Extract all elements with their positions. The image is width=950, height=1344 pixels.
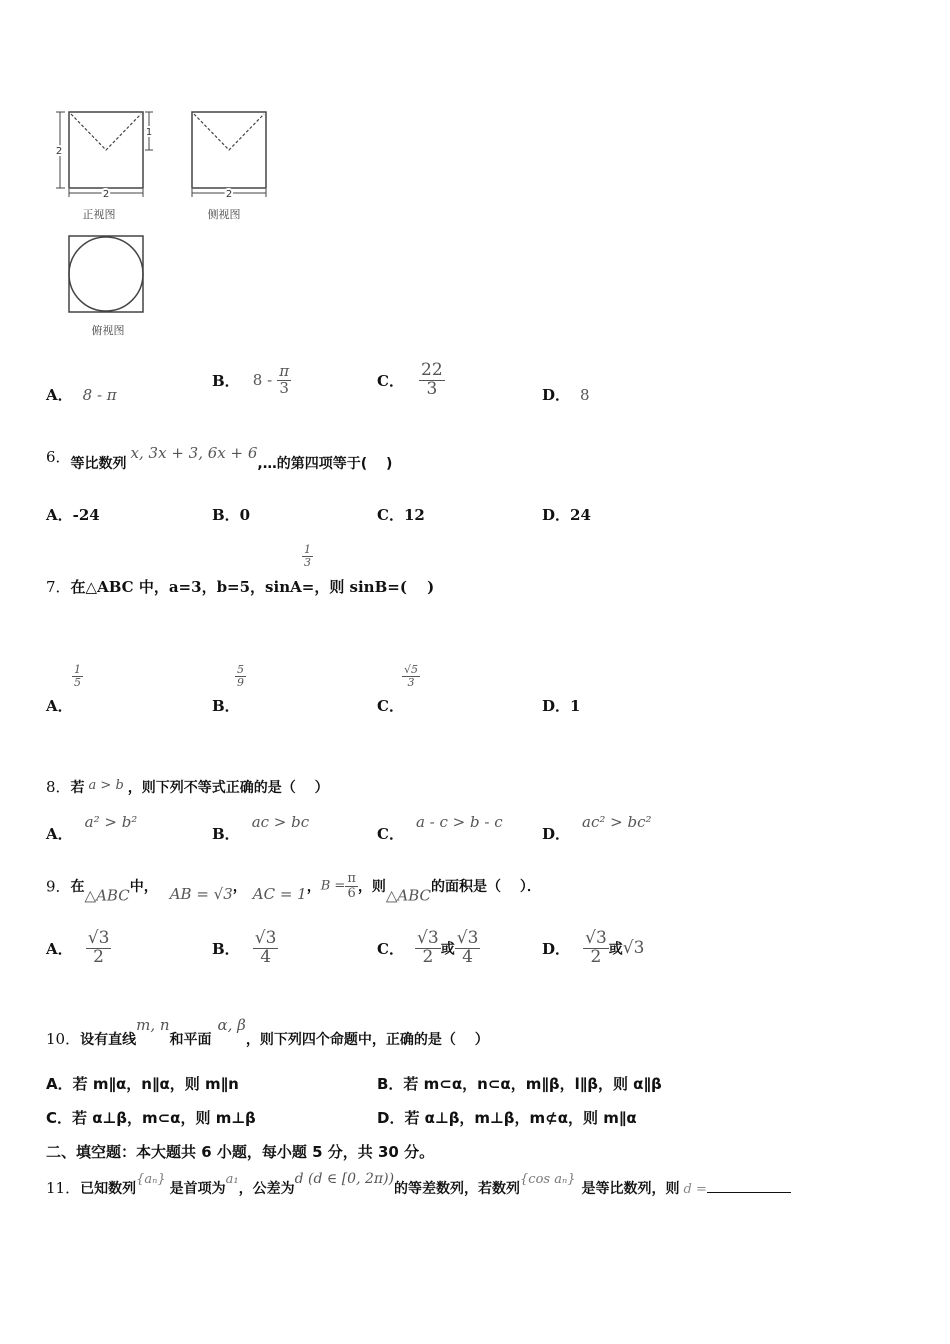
q8-text-after: ，则下列不等式正确的是（ ） xyxy=(127,780,329,796)
q11-cos: {cos aₙ} xyxy=(520,1172,576,1187)
q6-option-c[interactable]: C．12 xyxy=(377,506,425,524)
q7-option-a-label[interactable]: A． xyxy=(46,697,73,715)
q7-option-c-label[interactable]: C． xyxy=(377,697,404,715)
q7-stem xyxy=(46,576,434,597)
section-heading: 二、填空题：本大题共 6 小题，每小题 5 分，共 30 分。 xyxy=(46,1143,435,1161)
q5-a-label: A． xyxy=(46,386,73,404)
q11-t5: 是等比数列，则 xyxy=(581,1181,680,1197)
q11-t2: 是首项为 xyxy=(169,1181,226,1197)
q9-c-frac1: $\frac{√3}{2}$ xyxy=(417,928,439,967)
q9-a-den: 2 xyxy=(93,946,104,967)
q10-option-b[interactable]: B．若 m⊂α，n⊂α，m∥β，l∥β，则 α∥β xyxy=(377,1075,662,1093)
q5-b-den: 3 xyxy=(279,378,289,397)
q10-lines: m, n xyxy=(136,1016,170,1034)
q5-option-d[interactable] xyxy=(542,384,590,405)
q8-number: 8． xyxy=(46,778,71,796)
q8-d-label: D． xyxy=(542,825,571,843)
q9-d-sqrt: 3 xyxy=(633,938,645,959)
q7-number: 7． xyxy=(46,578,71,596)
q9-b-eq: B = xyxy=(320,878,346,894)
q11-d-eq: d = xyxy=(683,1182,707,1197)
q9-stem xyxy=(46,872,541,905)
q9-c-den1: 2 xyxy=(422,946,434,967)
q9-comma1: ， xyxy=(232,879,247,896)
q11-number: 11． xyxy=(46,1179,81,1197)
q9-option-c[interactable] xyxy=(377,930,480,967)
q10-number: 10． xyxy=(46,1030,81,1048)
q6-stem xyxy=(46,444,392,473)
q5-a-expr: 8 - π xyxy=(82,386,117,404)
q9-d-frac: $\frac{√3}{2}$ xyxy=(585,928,607,967)
q9-c-num1: 3 xyxy=(427,928,439,948)
q8-b-label: B． xyxy=(212,825,240,843)
side-dim-width: 2 xyxy=(225,189,233,200)
q9-comma2: ， xyxy=(306,879,321,896)
three-view-figure xyxy=(45,98,325,348)
front-dim-width: 2 xyxy=(102,189,110,200)
q11-d-expr: d (d ∈ [0, 2π)) xyxy=(294,1171,395,1187)
q9-d-den: 2 xyxy=(590,946,602,967)
top-view xyxy=(69,236,143,312)
q9-a-label: A． xyxy=(46,939,73,958)
q7-text: 在△ABC 中，a=3，b=5，sinA= xyxy=(70,578,315,596)
q7-option-d[interactable]: D．1 xyxy=(542,697,581,715)
q8-d-expr: ac² > bc² xyxy=(582,813,652,831)
q5-d-label: D． xyxy=(542,386,571,404)
q9-tri2: △ABC xyxy=(385,886,432,905)
q7-b-num: 5 xyxy=(237,663,244,676)
q7-c-num: √5 xyxy=(404,663,419,676)
q6-text-before: 等比数列 xyxy=(70,456,127,472)
q9-c-den2: 4 xyxy=(462,946,473,967)
q9-b-frac2: $\frac{√3}{4}$ xyxy=(254,928,277,967)
q9-a-num: 3 xyxy=(98,928,110,948)
q7-option-b-label[interactable]: B． xyxy=(212,697,240,715)
q5-b-num: π xyxy=(279,362,290,380)
q9-ac: AC = 1 xyxy=(252,884,307,903)
q10-stem xyxy=(46,1016,489,1049)
front-dim-one: 1 xyxy=(145,127,153,138)
q5-option-b[interactable] xyxy=(212,364,291,397)
q7-a-den: 5 xyxy=(74,675,81,689)
q10-option-d[interactable]: D．若 α⊥β，m⊥β，m⊄α，则 m∥α xyxy=(377,1109,637,1127)
front-dim-height: 2 xyxy=(55,146,63,157)
q8-cond: a > b xyxy=(88,778,124,793)
q5-b-label: B． xyxy=(212,371,240,390)
q10-option-a[interactable]: A．若 m∥α，n∥α，则 m∥n xyxy=(46,1075,239,1093)
q7-b-den: 9 xyxy=(237,675,244,689)
q9-t3: ，则 xyxy=(357,879,386,896)
q9-d-num: 3 xyxy=(595,928,607,948)
q8-c-label: C． xyxy=(377,825,404,843)
q9-b-frac xyxy=(345,872,358,900)
q9-option-a[interactable] xyxy=(46,930,111,967)
q10-t3: ，则下列四个命题中，正确的是（ ） xyxy=(245,1032,489,1048)
q9-t4: 的面积是（ ）． xyxy=(431,879,541,896)
q5-c-num: 22 xyxy=(421,360,443,380)
front-view xyxy=(56,112,153,197)
q5-b-pre: 8 - xyxy=(252,371,273,390)
q7-sinA-num: 1 xyxy=(304,543,311,556)
q5-option-a[interactable] xyxy=(46,384,117,405)
q7-c-den: 3 xyxy=(407,675,415,689)
q9-d-or: 或 xyxy=(608,941,623,958)
q11-answer-blank[interactable] xyxy=(707,1192,791,1193)
q8-b-expr: ac > bc xyxy=(251,813,310,831)
q8-option-c[interactable] xyxy=(377,812,503,844)
q10-t2: 和平面 xyxy=(169,1032,212,1048)
q11-t3: ，公差为 xyxy=(238,1181,295,1197)
q9-number: 9． xyxy=(46,877,71,896)
q9-c-or: 或 xyxy=(440,941,455,958)
q9-b-den2: 4 xyxy=(260,946,272,967)
q11-stem xyxy=(46,1168,791,1198)
side-view xyxy=(192,112,266,197)
q5-d-expr: 8 xyxy=(580,386,590,404)
q8-text-before: 若 xyxy=(70,780,85,796)
q10-planes: α, β xyxy=(217,1016,246,1034)
q5-option-c[interactable] xyxy=(377,362,445,399)
q11-t1: 已知数列 xyxy=(80,1181,137,1197)
q5-c-label: C． xyxy=(377,371,404,390)
q8-option-a[interactable] xyxy=(46,812,137,844)
q10-option-c[interactable]: C．若 α⊥β，m⊂α，则 m⊥β xyxy=(46,1109,256,1127)
q9-option-b[interactable] xyxy=(212,930,278,967)
q8-option-d[interactable] xyxy=(542,812,652,844)
q6-option-d[interactable]: D．24 xyxy=(542,506,591,524)
q11-an: {aₙ} xyxy=(136,1172,166,1187)
q7-sinA-frac xyxy=(302,544,313,568)
q5-c-frac xyxy=(419,362,445,399)
q9-b-num2: 3 xyxy=(265,928,277,948)
q7-a-num: 1 xyxy=(74,663,81,676)
q7-sinA-den: 3 xyxy=(304,555,311,569)
q5-c-den: 3 xyxy=(426,378,438,399)
q8-option-b[interactable] xyxy=(212,812,309,844)
q9-b-den: 6 xyxy=(347,885,356,901)
q9-a-frac: $\frac{√3}{2}$ xyxy=(87,928,110,967)
q9-tri: △ABC xyxy=(84,886,130,905)
top-view-label: 俯视图 xyxy=(91,324,125,337)
q8-a-expr: a² > b² xyxy=(84,813,138,831)
q7-option-a-frac xyxy=(72,664,83,688)
q6-number: 6． xyxy=(46,448,71,466)
q7-text-after: ，则 sinB=( ) xyxy=(314,578,435,596)
q9-t2: 中， xyxy=(129,879,158,896)
q9-c-label: C． xyxy=(377,939,404,958)
q8-a-label: A． xyxy=(46,825,73,843)
q9-t1: 在 xyxy=(70,879,85,896)
q7-option-c-frac xyxy=(402,664,420,688)
q9-c-num2: 3 xyxy=(467,928,479,948)
q9-c-frac2: $\frac{√3}{4}$ xyxy=(456,928,479,967)
q11-t4: 的等差数列，若数列 xyxy=(394,1181,521,1197)
q6-text-after: ,…的第四项等于( ) xyxy=(257,456,393,472)
q6-formula: x, 3x + 3, 6x + 6 xyxy=(130,444,258,462)
q7-option-b-frac xyxy=(235,664,246,688)
q9-d-label: D． xyxy=(542,939,571,958)
q8-c-expr: a - c > b - c xyxy=(415,813,503,831)
q10-t1: 设有直线 xyxy=(80,1032,137,1048)
q9-option-d[interactable]: D． $\frac{√3}{2}$ 或√3 xyxy=(542,928,645,967)
q8-stem xyxy=(46,776,329,797)
front-view-label: 正视图 xyxy=(82,208,116,221)
q9-b-num: π xyxy=(347,871,356,886)
side-view-label: 侧视图 xyxy=(207,208,241,221)
q6-option-a[interactable]: A．-24 xyxy=(46,506,100,524)
q9-b-label: B． xyxy=(212,939,240,958)
q5-b-frac xyxy=(277,364,291,397)
q11-a1: a₁ xyxy=(225,1172,239,1187)
q9-ab: AB = √3 xyxy=(169,884,233,903)
q6-option-b[interactable]: B．0 xyxy=(212,506,251,524)
